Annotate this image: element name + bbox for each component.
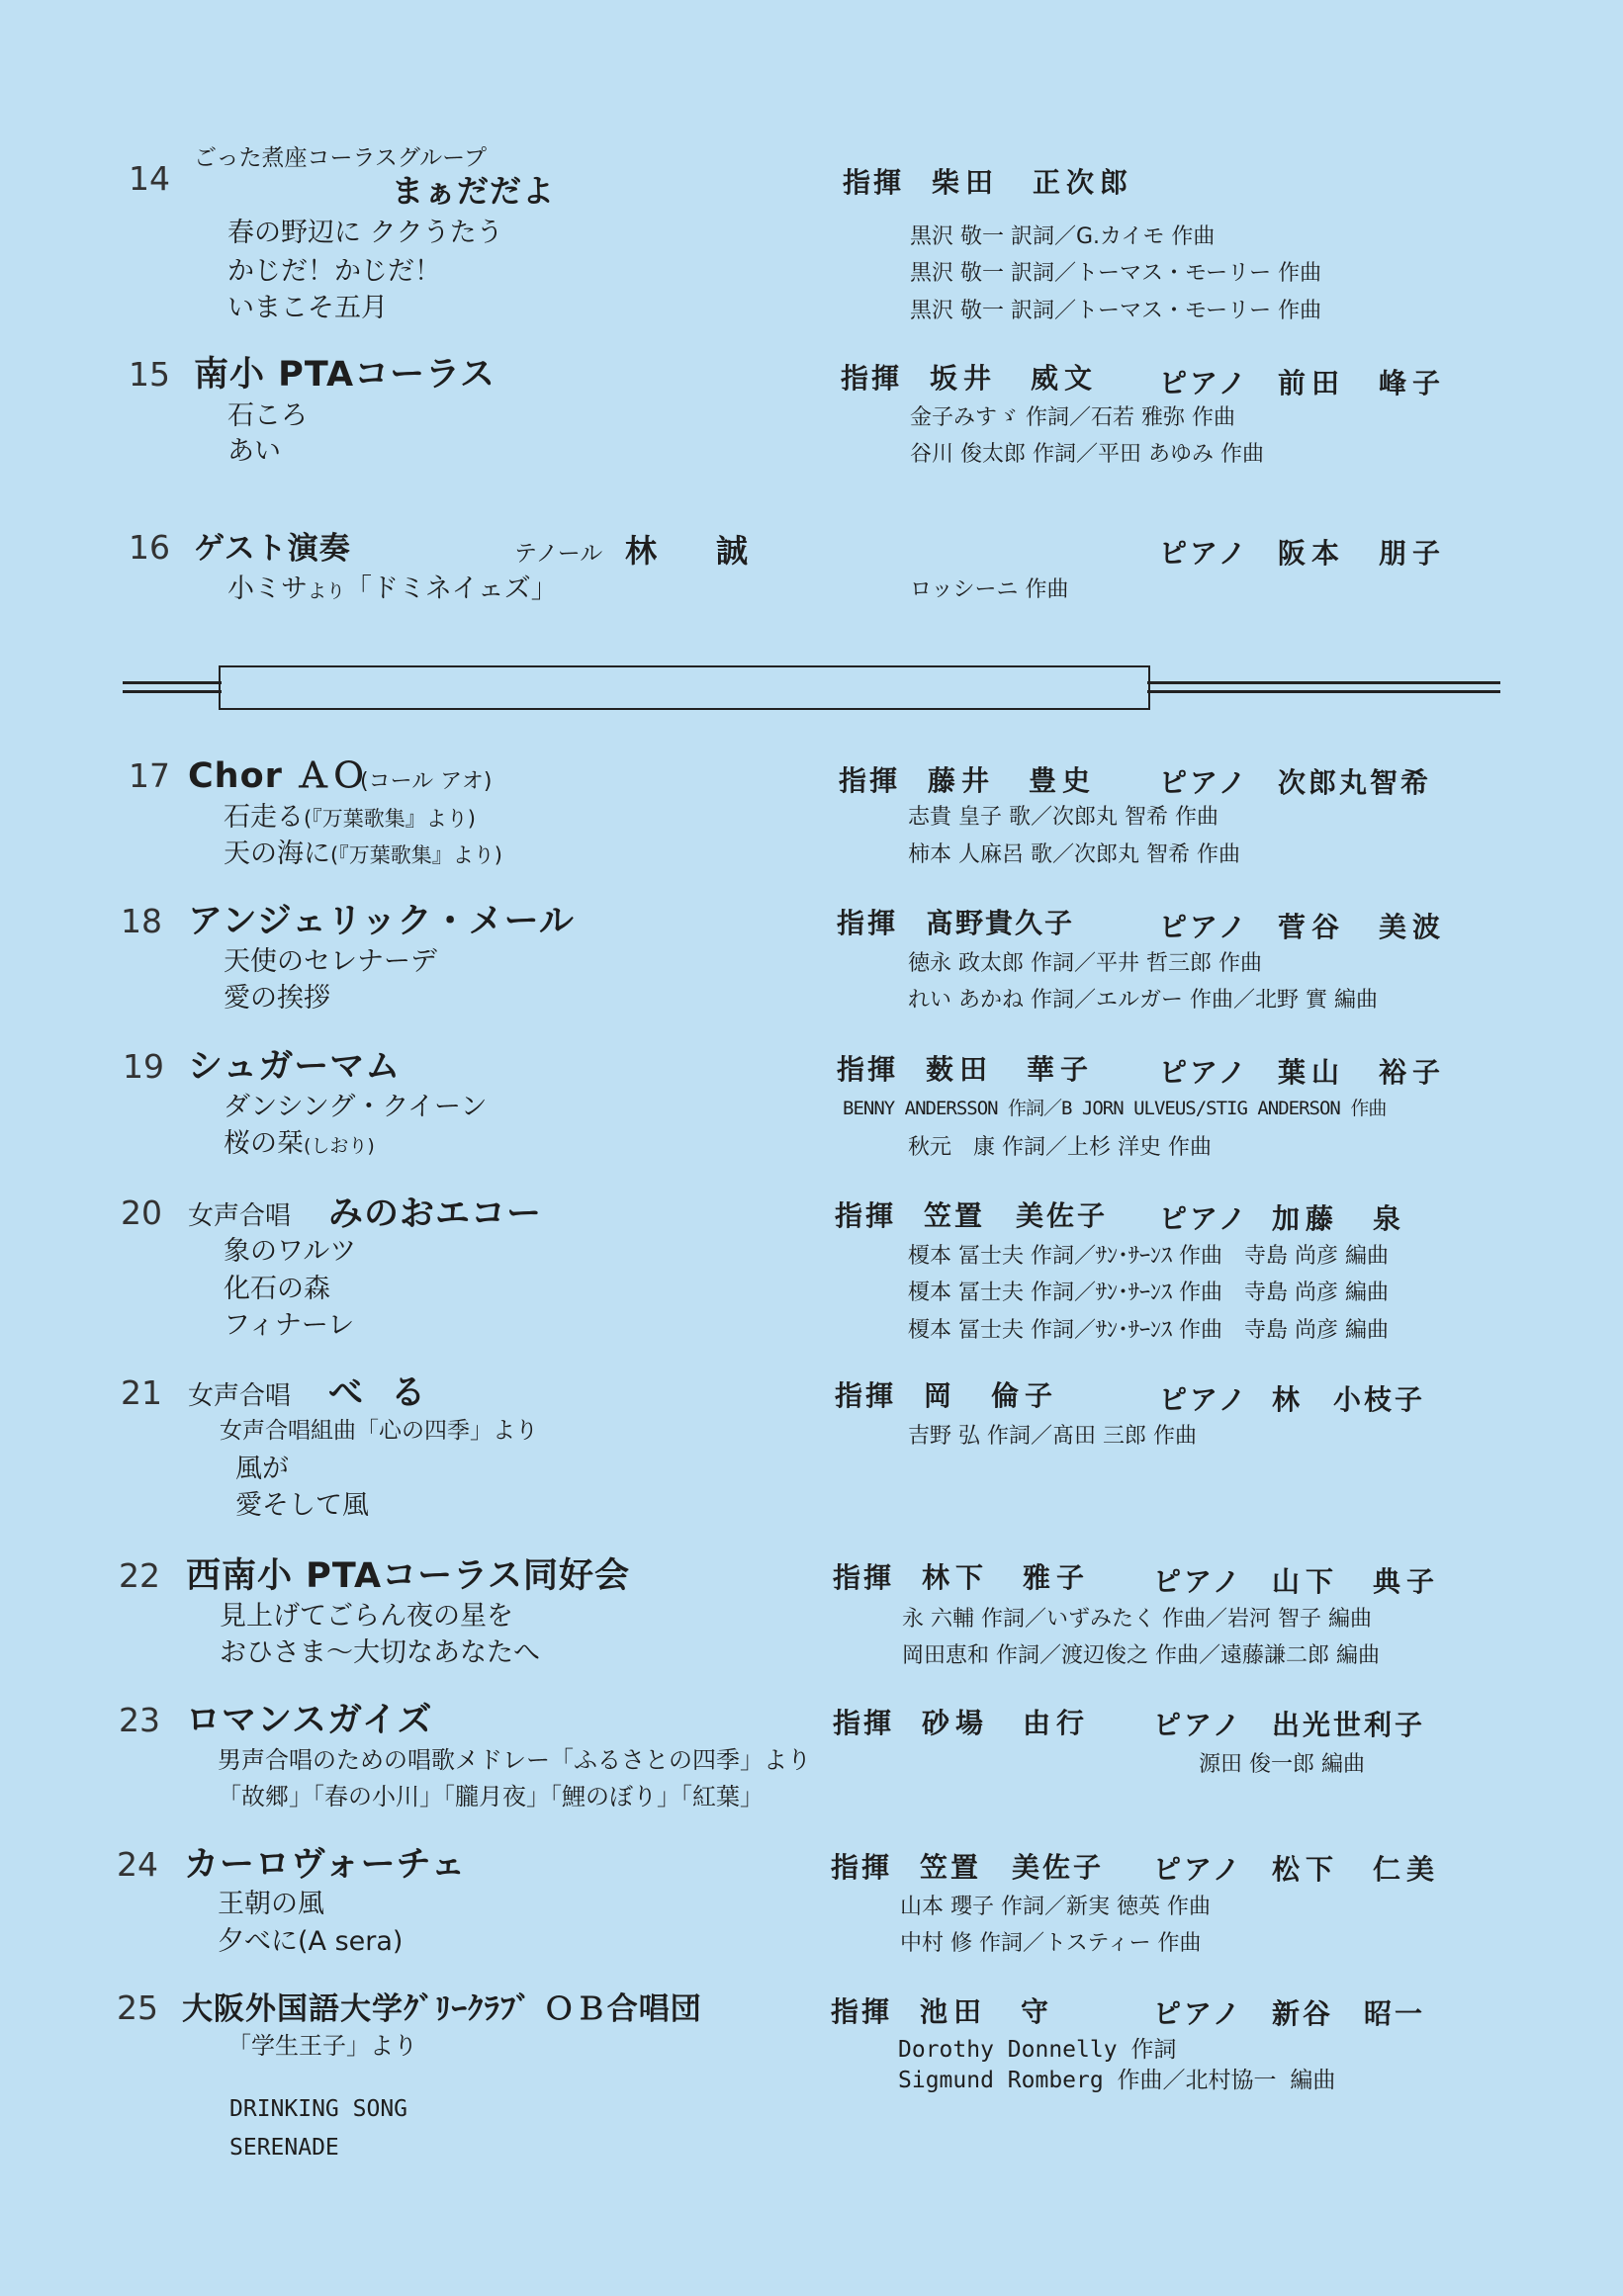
medley-title: 男声合唱のための唱歌メドレー「ふるさとの四季」より <box>218 1746 811 1774</box>
pianist-name: 次郎丸智希 <box>1278 766 1432 799</box>
song-credit: 山本 瓔子 作詞／新実 徳英 作曲 <box>900 1895 1211 1919</box>
song-credit: Sigmund Romberg 作曲／北村協一 編曲 <box>898 2068 1336 2093</box>
conductor-name: 砂場 由行 <box>922 1707 1091 1739</box>
song-credit: 黒沢 敬一 訳詞／トーマス・モーリー 作曲 <box>910 299 1322 323</box>
song-title: 石ころ <box>227 400 308 431</box>
piano-role: ピアノ <box>1159 766 1249 799</box>
song-title: 天使のセレナーデ <box>224 946 437 977</box>
divider-line-left <box>123 690 222 693</box>
group-name: べ る <box>328 1373 434 1413</box>
song-title-sub: (『万葉歌集』より) <box>304 807 476 831</box>
song-title-main: 桜の栞 <box>224 1128 304 1159</box>
song-title <box>227 575 558 602</box>
entry-number: 16 <box>129 528 170 567</box>
song-credit: BENNY ANDERSSON 作詞／B JORN ULVEUS/STIG ANDERSON 作曲 <box>843 1098 1387 1119</box>
conductor-role: 指揮 <box>839 764 901 797</box>
song-credit: 谷川 俊太郎 作詞／平田 あゆみ 作曲 <box>910 442 1264 467</box>
song-credit: 岡田恵和 作詞／渡辺俊之 作曲／遠藤謙二郎 編曲 <box>902 1643 1380 1668</box>
song-credit: 中村 修 作詞／トスティー 作曲 <box>900 1931 1202 1956</box>
song-title: 春の野辺に ククうたう <box>227 218 503 248</box>
conductor-name: 藤井 豊史 <box>928 764 1097 797</box>
song-title-main: 天の海に <box>224 839 330 869</box>
divider-line-left <box>123 681 222 684</box>
song-title: 化石の森 <box>224 1274 330 1304</box>
divider-line-right <box>1147 690 1500 693</box>
song-credit: 徳永 政太郎 作詞／平井 哲三郎 作曲 <box>908 951 1262 976</box>
entry-number: 20 <box>121 1193 162 1232</box>
song-title: 夕べに(A sera) <box>218 1926 404 1957</box>
song-credit: 金子みすゞ 作詞／石若 雅弥 作曲 <box>910 405 1235 430</box>
entry-number: 18 <box>121 902 162 940</box>
conductor-name: 薮田 華子 <box>926 1053 1095 1086</box>
group-name: 西南小 PTAコーラス同好会 <box>186 1556 631 1596</box>
divider-line-right <box>1147 681 1500 684</box>
group-name: みのおエコー <box>328 1194 543 1234</box>
piano-role: ピアノ <box>1159 1202 1249 1235</box>
song-title-sub: (『万葉歌集』より) <box>330 843 502 867</box>
group-name: まぁだだよ <box>392 172 556 210</box>
song-credit: 柿本 人麻呂 歌／次郎丸 智希 作曲 <box>908 842 1240 867</box>
pianist-name: 加藤 泉 <box>1272 1202 1407 1235</box>
group-name: 大阪外国語大学ｸﾞﾘｰｸﾗﾌﾞ ＯＢ合唱団 <box>182 1991 702 2027</box>
pianist-name: 新谷 昭一 <box>1272 1997 1426 2030</box>
song-title: 愛そして風 <box>235 1490 369 1521</box>
song-title <box>224 1130 375 1157</box>
group-name: 南小 PTAコーラス <box>194 355 496 395</box>
song-title: 愛の挨拶 <box>224 983 330 1014</box>
piano-role: ピアノ <box>1159 537 1249 570</box>
conductor-role: 指揮 <box>837 907 899 939</box>
song-title: 風が <box>235 1454 289 1484</box>
group-name: アンジェリック・メール <box>188 902 575 941</box>
song-title-sub: (しおり) <box>304 1135 375 1157</box>
pianist-name: 林 小枝子 <box>1272 1383 1426 1416</box>
conductor-role: 指揮 <box>831 1851 893 1884</box>
song-credit: 榎本 冨士夫 作詞／ｻﾝ･ｻｰﾝｽ 作曲 寺島 尚彦 編曲 <box>908 1280 1389 1305</box>
conductor-name: 柴田 正次郎 <box>932 166 1134 199</box>
group-prefix: 女声合唱 <box>188 1201 292 1231</box>
piano-role: ピアノ <box>1159 1056 1249 1089</box>
group-prefix: ごった煮座コーラスグループ <box>194 145 488 171</box>
pianist-name: 葉山 裕子 <box>1278 1056 1447 1089</box>
conductor-name: 林下 雅子 <box>922 1561 1091 1594</box>
song-title: フィナーレ <box>224 1310 355 1341</box>
pianist-name: 前田 峰子 <box>1278 367 1447 399</box>
entry-number: 15 <box>129 355 170 394</box>
suite-credit: 吉野 弘 作詞／髙田 三郎 作曲 <box>908 1424 1197 1449</box>
pianist-name: 出光世利子 <box>1272 1709 1426 1741</box>
song-title: あい <box>227 436 281 467</box>
song-title: 象のワルツ <box>224 1236 357 1267</box>
song-title <box>224 840 502 867</box>
song-credit: 黒沢 敬一 訳詞／トーマス・モーリー 作曲 <box>910 261 1322 286</box>
conductor-role: 指揮 <box>835 1379 897 1412</box>
conductor-name: 笠置 美佐子 <box>920 1851 1105 1884</box>
conductor-name: 岡 倫子 <box>924 1379 1059 1412</box>
song-credit: れい あかね 作詞／エルガー 作曲／北野 實 編曲 <box>908 988 1378 1013</box>
song-credit: 榎本 冨士夫 作詞／ｻﾝ･ｻｰﾝｽ 作曲 寺島 尚彦 編曲 <box>908 1318 1389 1343</box>
song-title-main: 石走る <box>224 802 304 833</box>
song-credit: ロッシーニ 作曲 <box>910 577 1069 602</box>
entry-number: 17 <box>129 756 170 795</box>
tenor-role: テノール <box>514 541 603 567</box>
entry-number: 24 <box>117 1845 158 1884</box>
source-work: 「学生王子」より <box>227 2032 417 2060</box>
group-name: Chor ＡＯ <box>188 756 368 796</box>
pianist-name: 菅谷 美波 <box>1278 911 1447 943</box>
group-name: カーロヴォーチェ <box>184 1845 467 1885</box>
piano-role: ピアノ <box>1159 1383 1249 1416</box>
entry-number: 23 <box>119 1701 160 1739</box>
song-title-small: より <box>308 580 346 602</box>
tenor-name: 林 誠 <box>625 532 763 570</box>
piano-role: ピアノ <box>1153 1565 1243 1598</box>
song-title: 見上げてごらん夜の星を <box>220 1601 513 1632</box>
entry-number: 25 <box>117 1988 158 2027</box>
song-title: SERENADE <box>229 2135 339 2161</box>
conductor-role: 指揮 <box>833 1707 895 1739</box>
group-prefix: 女声合唱 <box>188 1381 292 1411</box>
song-credit: 秋元 康 作詞／上杉 洋史 作曲 <box>908 1135 1212 1160</box>
conductor-role: 指揮 <box>835 1199 897 1232</box>
song-title: かじだ！かじだ！ <box>227 256 441 287</box>
entry-number: 14 <box>129 159 170 198</box>
conductor-name: 笠置 美佐子 <box>924 1199 1109 1232</box>
entry-number: 21 <box>121 1373 162 1412</box>
piano-role: ピアノ <box>1153 1997 1243 2030</box>
suite-title: 女声合唱組曲「心の四季」より <box>220 1418 538 1444</box>
song-title: いまこそ五月 <box>227 293 388 323</box>
conductor-role: 指揮 <box>831 1995 893 2028</box>
pianist-name: 阪本 朋子 <box>1278 537 1447 570</box>
medley-credit: 源田 俊一郎 編曲 <box>1199 1752 1365 1777</box>
group-name: ゲスト演奏 <box>194 531 351 567</box>
song-title-rest: 「ドミネイェズ」 <box>345 574 558 604</box>
conductor-name: 髙野貴久子 <box>926 907 1075 939</box>
song-credit: 黒沢 敬一 訳詞／G.カイモ 作曲 <box>910 224 1216 249</box>
piano-role: ピアノ <box>1153 1709 1243 1741</box>
song-credit: 志貴 皇子 歌／次郎丸 智希 作曲 <box>908 805 1218 830</box>
song-title: 王朝の風 <box>218 1889 324 1919</box>
entry-number: 22 <box>119 1556 160 1595</box>
conductor-role: 指揮 <box>833 1561 895 1594</box>
medley-songs: 「故郷」「春の小川」「朧月夜」「鯉のぼり」「紅葉」 <box>218 1783 764 1810</box>
conductor-name: 池田 守 <box>920 1995 1055 2028</box>
song-credit: 永 六輔 作詞／いずみたく 作曲／岩河 智子 編曲 <box>902 1607 1372 1632</box>
entry-number: 19 <box>123 1047 164 1086</box>
song-credit: 榎本 冨士夫 作詞／ｻﾝ･ｻｰﾝｽ 作曲 寺島 尚彦 編曲 <box>908 1244 1389 1269</box>
piano-role: ピアノ <box>1153 1853 1243 1886</box>
intermission-box <box>219 665 1150 710</box>
song-title: おひさま～大切なあなたへ <box>220 1637 540 1668</box>
pianist-name: 山下 典子 <box>1272 1565 1441 1598</box>
song-title: ダンシング・クイーン <box>224 1092 488 1122</box>
group-name: シュガーマム <box>188 1047 402 1087</box>
conductor-role: 指揮 <box>841 362 903 395</box>
piano-role: ピアノ <box>1159 911 1249 943</box>
group-subtitle: (コール アオ) <box>360 769 493 794</box>
song-title: DRINKING SONG <box>229 2096 408 2122</box>
pianist-name: 松下 仁美 <box>1272 1853 1441 1886</box>
group-name: ロマンスガイズ <box>186 1701 433 1740</box>
conductor-name: 坂井 威文 <box>930 362 1099 395</box>
conductor-role: 指揮 <box>837 1053 899 1086</box>
song-title <box>224 804 476 831</box>
conductor-role: 指揮 <box>843 166 905 199</box>
song-credit: Dorothy Donnelly 作詞 <box>898 2037 1177 2063</box>
song-title-main: 小ミサ <box>227 574 308 604</box>
piano-role: ピアノ <box>1159 367 1249 399</box>
